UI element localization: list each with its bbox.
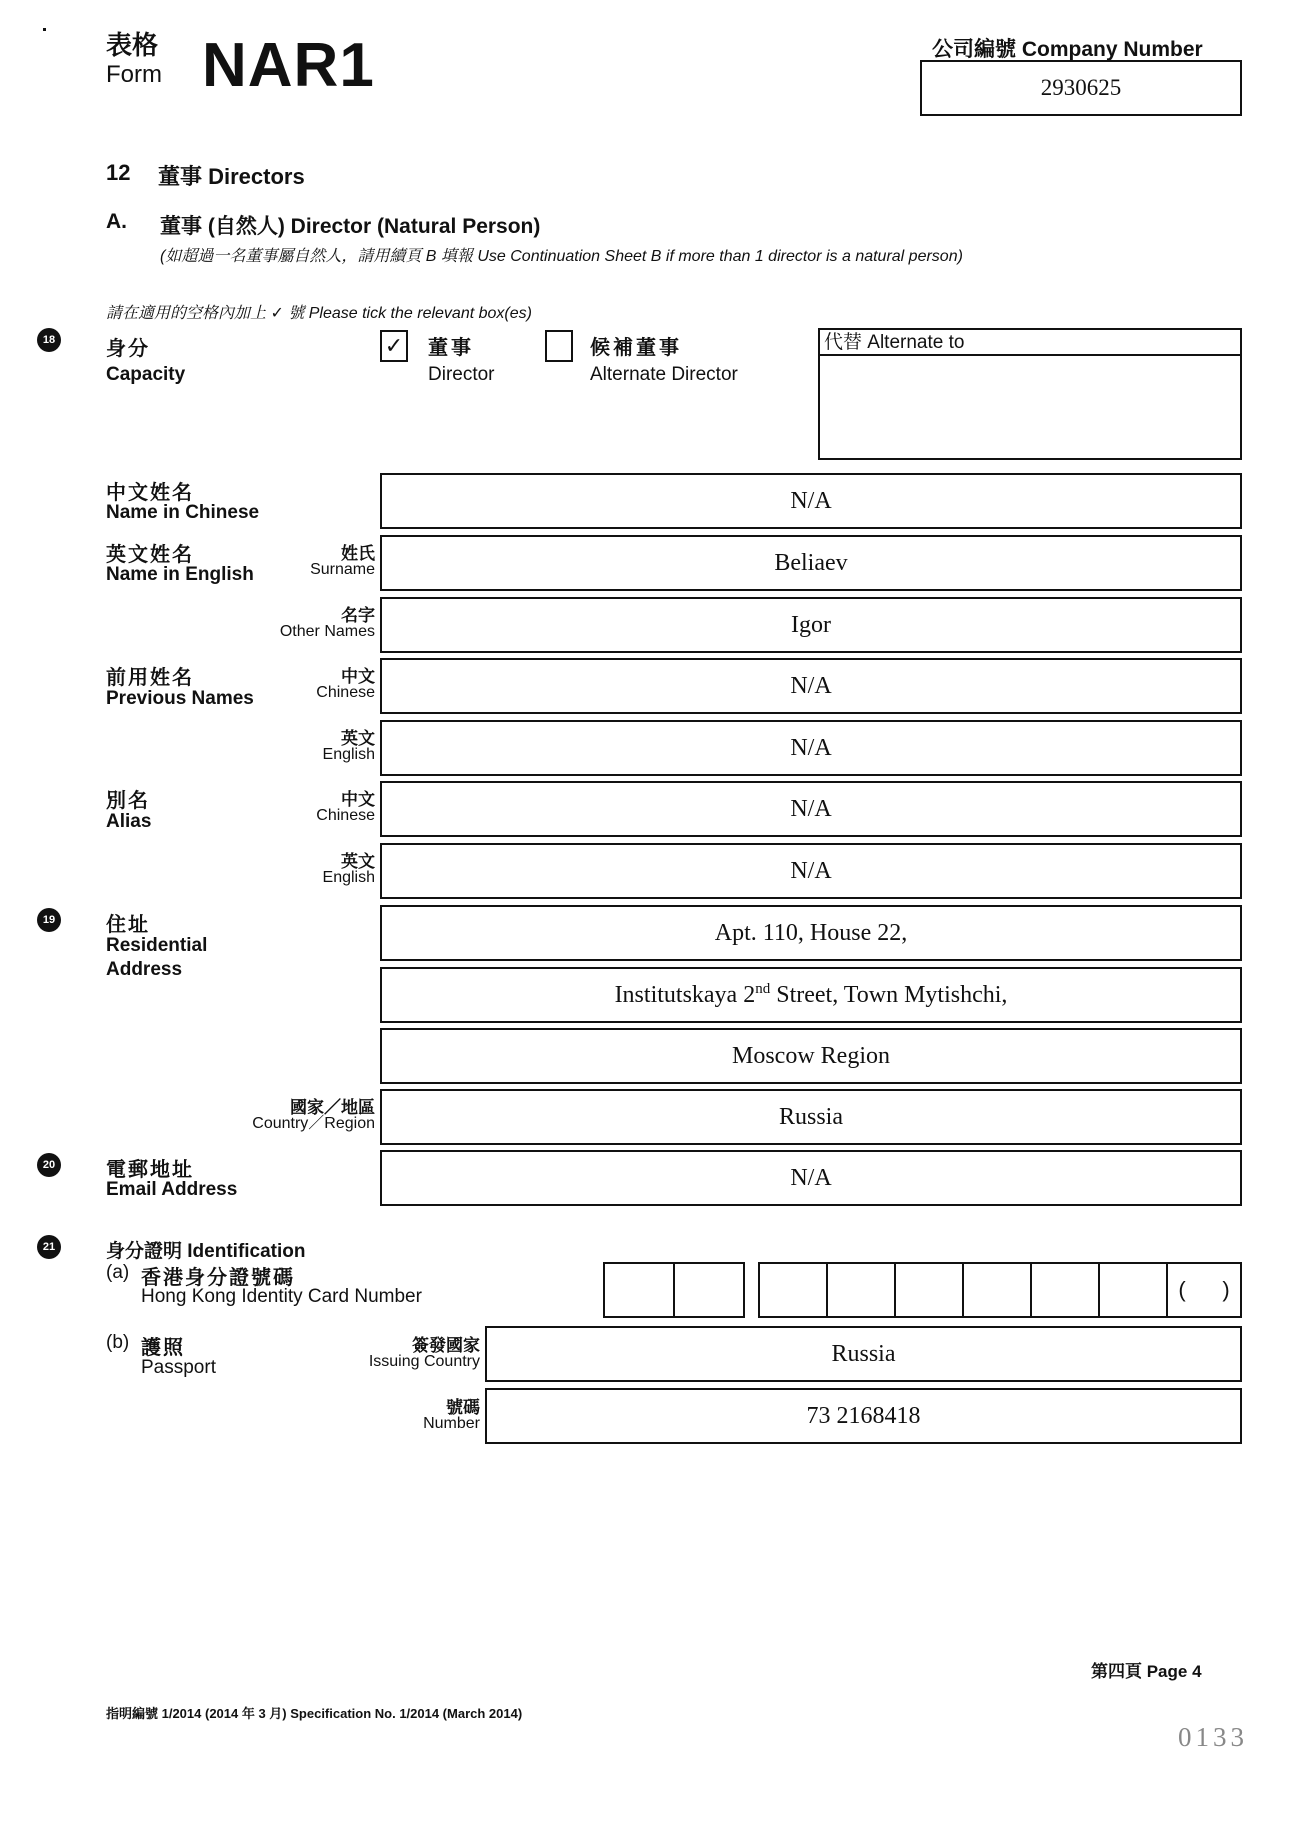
hkid-prefix-cell-1[interactable] [603, 1262, 675, 1318]
surname-field[interactable] [380, 535, 1242, 591]
alternate-director-label-en: Alternate Director [590, 364, 738, 385]
issuing-country-sublabel-zh: 簽發國家 [412, 1336, 480, 1355]
address-line-3-field[interactable] [380, 1028, 1242, 1084]
address-line-1: Apt. 110, House 22, [714, 919, 908, 946]
address-label-zh: 住址 [106, 914, 150, 936]
specification-number: 指明編號 1/2014 (2014 年 3 月) Specification No. 1/2014 (March 2014) [106, 1706, 523, 1721]
previous-names-chinese-field[interactable] [380, 658, 1242, 714]
previous-names-english-field[interactable] [380, 720, 1242, 776]
alias-chinese-sublabel-en: Chinese [316, 807, 375, 824]
director-label-en: Director [428, 364, 495, 385]
name-chinese-label-en: Name in Chinese [106, 502, 260, 523]
alias-chinese-sublabel [316, 792, 375, 824]
part-letter: A. [106, 210, 127, 233]
item-badge-19: 19 [37, 908, 61, 932]
director-checkbox[interactable] [380, 330, 408, 362]
other-names-sublabel-en: Other Names [279, 623, 375, 640]
form-label [106, 30, 162, 90]
hkid-digit-cell-4[interactable] [962, 1262, 1032, 1318]
company-number-box[interactable] [920, 60, 1242, 116]
hkid-check-digit-cell[interactable] [1166, 1262, 1242, 1318]
issuing-country-field[interactable] [485, 1326, 1242, 1382]
hkid-label-zh: 香港身分證號碼 [141, 1267, 295, 1289]
alternate-director-checkbox[interactable] [545, 330, 573, 362]
address-label-en-2: Address [106, 959, 183, 980]
passport-number-sublabel-zh: 號碼 [446, 1398, 480, 1417]
address-line-2-sup: nd [755, 981, 771, 997]
item-badge-20: 20 [37, 1153, 61, 1177]
hkid-prefix-cell-2[interactable] [673, 1262, 745, 1318]
alias-english-value: N/A [790, 857, 832, 884]
address-line-2 [615, 981, 1008, 1009]
country-sublabel-zh: 國家／地區 [290, 1098, 375, 1117]
other-names-sublabel-zh: 名字 [341, 606, 375, 625]
form-code: NAR1 [202, 31, 375, 100]
item-badge-18: 18 [37, 328, 61, 352]
section-title: 董事 Directors [158, 164, 305, 189]
form-label-zh: 表格 [106, 30, 159, 60]
form-label-en: Form [106, 61, 162, 88]
page-stamp: 0133 [1178, 1722, 1248, 1752]
address-line-2-pre: Institutskaya 2 [614, 982, 756, 1008]
alias-english-sublabel-en: English [322, 869, 375, 886]
other-names-sublabel [280, 608, 375, 640]
alias-label-zh: 別名 [106, 790, 150, 812]
issuing-country-value: Russia [831, 1340, 896, 1367]
previous-names-label-zh: 前用姓名 [106, 667, 194, 689]
passport-number-field[interactable] [485, 1388, 1242, 1444]
previous-chinese-sublabel-zh: 中文 [341, 667, 375, 686]
previous-english-sublabel [323, 731, 375, 763]
alias-chinese-value: N/A [790, 795, 832, 822]
previous-names-chinese-value: N/A [790, 672, 832, 699]
address-line-2-field[interactable] [380, 967, 1242, 1023]
issuing-country-sublabel-en: Issuing Country [368, 1353, 480, 1370]
hkid-label-en: Hong Kong Identity Card Number [141, 1286, 422, 1307]
alias-english-sublabel-zh: 英文 [341, 852, 375, 871]
tick-instruction: 請在適用的空格內加上 ✓ 號 Please tick the relevant box(es) [106, 305, 532, 322]
passport-item-label: (b) [106, 1332, 130, 1353]
alias-english-sublabel [323, 854, 375, 886]
address-line-2-post: Street, Town Mytishchi, [770, 982, 1008, 1008]
name-chinese-label-zh: 中文姓名 [106, 482, 194, 504]
hkid-digit-cell-3[interactable] [894, 1262, 964, 1318]
hkid-item-label: (a) [106, 1262, 130, 1283]
passport-number-sublabel-en: Number [423, 1415, 480, 1432]
company-number-label: 公司編號 Company Number [932, 38, 1203, 61]
passport-label-en: Passport [141, 1357, 216, 1378]
country-sublabel-en: Country／Region [252, 1115, 375, 1132]
previous-chinese-sublabel [316, 669, 375, 701]
surname-sublabel-en: Surname [310, 561, 375, 578]
country-field[interactable] [380, 1089, 1242, 1145]
item-badge-21: 21 [37, 1235, 61, 1259]
email-label-en: Email Address [106, 1179, 238, 1200]
surname-sublabel [310, 546, 375, 578]
part-note: (如超過一名董事屬自然人，請用續頁 B 填報 Use Continuation Sheet B if more than 1 director is a natural person) [160, 248, 963, 265]
alias-chinese-field[interactable] [380, 781, 1242, 837]
name-english-label-zh: 英文姓名 [106, 544, 194, 566]
section-number: 12 [106, 160, 131, 185]
issuing-country-sublabel [369, 1338, 480, 1370]
passport-label-zh: 護照 [141, 1337, 185, 1359]
email-field[interactable] [380, 1150, 1242, 1206]
address-line-3: Moscow Region [732, 1042, 890, 1069]
passport-number-value: 73 2168418 [806, 1402, 921, 1429]
alias-label-en: Alias [106, 811, 152, 832]
page-number: 第四頁 Page 4 [1091, 1662, 1202, 1681]
address-label-en-1: Residential [106, 935, 208, 956]
country-sublabel [252, 1100, 375, 1132]
capacity-label-zh: 身分 [106, 338, 150, 360]
hkid-check-digit-brackets: ( ) [1178, 1277, 1230, 1302]
name-chinese-field[interactable] [380, 473, 1242, 529]
previous-names-label-en: Previous Names [106, 688, 254, 709]
previous-chinese-sublabel-en: Chinese [316, 684, 375, 701]
capacity-label-en: Capacity [106, 364, 186, 385]
hkid-digit-cell-1[interactable] [758, 1262, 828, 1318]
email-label-zh: 電郵地址 [106, 1159, 194, 1181]
passport-number-sublabel [423, 1400, 480, 1432]
name-chinese-value: N/A [790, 487, 832, 514]
country-value: Russia [778, 1103, 843, 1130]
alternate-to-box[interactable] [818, 328, 1242, 460]
alias-chinese-sublabel-zh: 中文 [341, 790, 375, 809]
alternate-to-label: 代替 Alternate to [820, 330, 1240, 356]
company-number: 2930625 [1040, 75, 1122, 100]
address-line-1-field[interactable] [380, 905, 1242, 961]
surname-sublabel-zh: 姓氏 [341, 544, 375, 563]
email-value: N/A [790, 1164, 832, 1191]
identification-title: 身分證明 Identification [106, 1241, 306, 1262]
previous-names-english-value: N/A [790, 734, 832, 761]
previous-english-sublabel-zh: 英文 [341, 729, 375, 748]
name-english-label-en: Name in English [106, 564, 254, 585]
previous-english-sublabel-en: English [322, 746, 375, 763]
other-names-value: Igor [791, 611, 831, 638]
other-names-field[interactable] [380, 597, 1242, 653]
hkid-digit-cell-2[interactable] [826, 1262, 896, 1318]
part-title: 董事 (自然人) Director (Natural Person) [160, 215, 541, 238]
hkid-digit-cell-5[interactable] [1030, 1262, 1100, 1318]
surname-value: Beliaev [774, 549, 848, 576]
director-label-zh: 董事 [428, 337, 474, 359]
check-mark: ✓ [384, 333, 404, 358]
hkid-digit-cell-6[interactable] [1098, 1262, 1168, 1318]
alternate-director-label-zh: 候補董事 [590, 337, 682, 359]
alias-english-field[interactable] [380, 843, 1242, 899]
stray-dot [43, 28, 46, 31]
